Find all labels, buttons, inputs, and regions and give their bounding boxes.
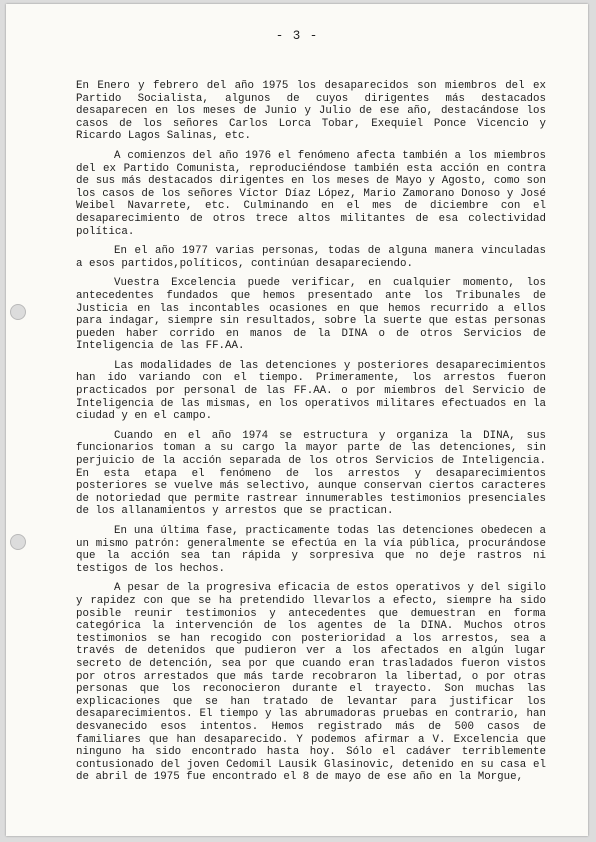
punch-hole [10, 534, 26, 550]
punch-hole [10, 304, 26, 320]
paragraph: En el año 1977 varias personas, todas de alguna manera vinculadas a esos partidos,políticos, continúan desapareciendo. [76, 245, 546, 270]
page-number: - 3 - [275, 29, 319, 43]
paragraph: A comienzos del año 1976 el fenómeno afecta también a los miembros del ex Partido Comunista, reproduciéndose también esta acción en contra de sus más destacados dirigentes en los meses de Mayo y Agosto, como son los casos de los señores Víctor Díaz López, Mario Zamorano Donoso y José Weibel Navarrete, etc. Culminando en el mes de diciembre con el desaparecimiento de otros trece altos militantes de esa colectividad política. [76, 149, 546, 238]
document-page [6, 4, 588, 836]
paragraph: Las modalidades de las detenciones y posteriores desaparecimientos han ido variando con el tiempo. Primeramente, los arrestos fueron practicados por personal de las FF.AA. o por miembros del Servicio de Inteligencia de las mismas, en los operativos militares efectuados en la ciudad y en el campo. [76, 359, 546, 423]
paragraph: Cuando en el año 1974 se estructura y organiza la DINA, sus funcionarios toman a su cargo la mayor parte de las detenciones, sin perjuicio de la acción separada de los otros Servicios de Inteligencia. En esta etapa el fenómeno de los arrestos y desaparecimientos posteriores se vuelve más selectivo, aunque conservan ciertos caracteres de notoriedad que permite rastrear innumerables testimonios presenciales de los allanamientos y arrestos que se practican. [76, 429, 546, 518]
document-body [76, 80, 546, 791]
paragraph: Vuestra Excelencia puede verificar, en cualquier momento, los antecedentes fundados que hemos presentado ante los Tribunales de Justicia en las incontables ocasiones en que hemos recurrido a ellos para indagar, siempre sin resultados, sobre la suerte que estas personas pueden haber corrido en manos de la DINA o de otros Servicios de Inteligencia de las FF.AA. [76, 277, 546, 353]
paragraph: A pesar de la progresiva eficacia de estos operativos y del sigilo y rapidez con que se ha pretendido llevarlos a efecto, siempre ha sido posible reunir testimonios y antecedentes que demuestran en forma categórica la intervención de los agentes de la DINA. Muchos otros testimonios se han recogido con posterioridad a los arrestos, sea a través de detenidos que pudieron ver a los afectados en algún lugar secreto de detención, sea por que cuando eran trasladados fueron vistos por otros arrestados que más tarde recobraron la libertad, o por otras personas que los reconocieron durante el trayecto. Son muchas las explicaciones que se han tratado de levantar para justificar los desaparecimientos. El tiempo y las abrumadoras pruebas en contrario, han desvanecido esos intentos. Hemos registrado más de 500 casos de familiares que han desaparecido. Y podemos afirmar a V. Excelencia que ninguno ha sido encontrado hasta hoy. Sólo el cadáver terriblemente contusionado del joven Cedomil Lausik Glasinovic, detenido en su casa el de abril de 1975 fue encontrado el 8 de mayo de ese año en la Morgue, [76, 582, 546, 784]
paragraph: En una última fase, practicamente todas las detenciones obedecen a un mismo patrón: generalmente se efectúa en la vía pública, procurándose que la acción sea tan rápida y sorpresiva que no deje rastros ni testigos de los hechos. [76, 525, 546, 575]
paragraph: En Enero y febrero del año 1975 los desaparecidos son miembros del ex Partido Socialista, algunos de cuyos dirigentes más destacados desaparecen en los meses de Junio y Julio de ese año, destacándose los casos de los señores Carlos Lorca Tobar, Exequiel Ponce Vicencio y Ricardo Lagos Salinas, etc. [76, 80, 546, 143]
